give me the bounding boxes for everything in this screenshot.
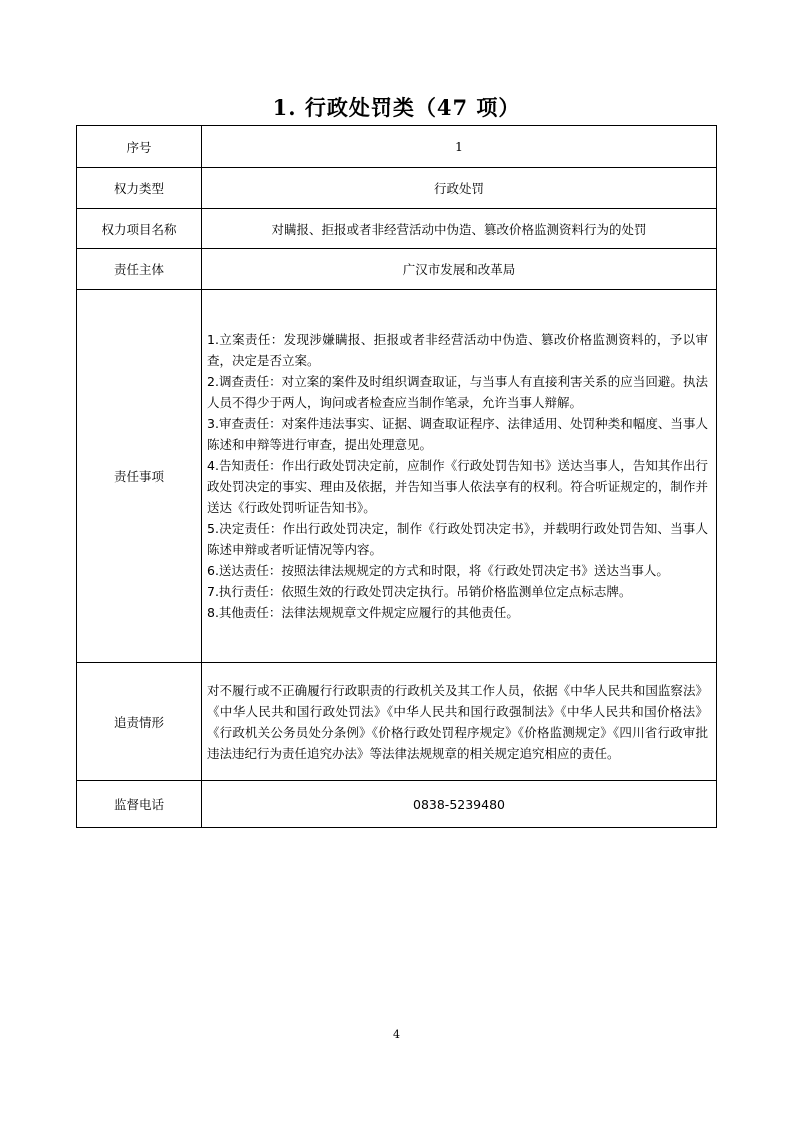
item-name-value: 对瞒报、拒报或者非经营活动中伪造、篡改价格监测资料行为的处罚	[202, 209, 717, 249]
accountability-value: 对不履行或不正确履行行政职责的行政机关及其工作人员，依据《中华人民共和国监察法》《中华人民共和国行政处罚法》《中华人民共和国行政强制法》《中华人民共和国价格法》《行政机关公务员处分条例》《价格行政处罚程序规定》《价格监测规定》《四川省行政审批违法违纪行为责任追究办法》等法律法规规章的相关规定追究相应的责任。	[202, 663, 717, 781]
row-serial	[77, 126, 717, 168]
power-type-value: 行政处罚	[202, 168, 717, 209]
phone-value: 0838-5239480	[202, 781, 717, 828]
page-number: 4	[393, 1028, 400, 1041]
responsibility-item: 5.决定责任：作出行政处罚决定，制作《行政处罚决定书》，并载明行政处罚告知、当事人陈述申辩或者听证情况等内容。	[207, 521, 708, 557]
row-accountability	[77, 663, 717, 781]
responsibility-item: 6.送达责任：按照法律法规规定的方式和时限，将《行政处罚决定书》送达当事人。	[207, 563, 669, 578]
serial-label: 序号	[77, 126, 202, 168]
row-responsibilities	[77, 290, 717, 663]
row-power-type	[77, 168, 717, 209]
serial-value: 1	[202, 126, 717, 168]
responsibility-item: 8.其他责任：法律法规规章文件规定应履行的其他责任。	[207, 605, 519, 620]
responsibilities-label: 责任事项	[77, 290, 202, 663]
phone-label: 监督电话	[77, 781, 202, 828]
subject-value: 广汉市发展和改革局	[202, 249, 717, 290]
power-type-label: 权力类型	[77, 168, 202, 209]
subject-label: 责任主体	[77, 249, 202, 290]
row-phone	[77, 781, 717, 828]
responsibility-item: 2.调查责任：对立案的案件及时组织调查取证，与当事人有直接利害关系的应当回避。执法人员不得少于两人，询问或者检查应当制作笔录，允许当事人辩解。	[207, 374, 708, 410]
responsibility-item: 3.审查责任：对案件违法事实、证据、调查取证程序、法律适用、处罚种类和幅度、当事人陈述和申辩等进行审查，提出处理意见。	[207, 416, 708, 452]
responsibility-item: 7.执行责任：依照生效的行政处罚决定执行。吊销价格监测单位定点标志牌。	[207, 584, 632, 599]
page-title: 1. 行政处罚类（47 项）	[272, 95, 521, 120]
responsibility-item: 1.立案责任：发现涉嫌瞒报、拒报或者非经营活动中伪造、篡改价格监测资料的，予以审查，决定是否立案。	[207, 332, 708, 368]
item-name-label: 权力项目名称	[77, 209, 202, 249]
row-subject	[77, 249, 717, 290]
responsibilities-content	[202, 290, 717, 663]
row-item-name	[77, 209, 717, 249]
accountability-label: 追责情形	[77, 663, 202, 781]
power-item-table	[76, 125, 717, 828]
responsibility-item: 4.告知责任：作出行政处罚决定前，应制作《行政处罚告知书》送达当事人，告知其作出行政处罚决定的事实、理由及依据，并告知当事人依法享有的权利。符合听证规定的，制作并送达《行政处罚听证告知书》。	[207, 458, 708, 515]
